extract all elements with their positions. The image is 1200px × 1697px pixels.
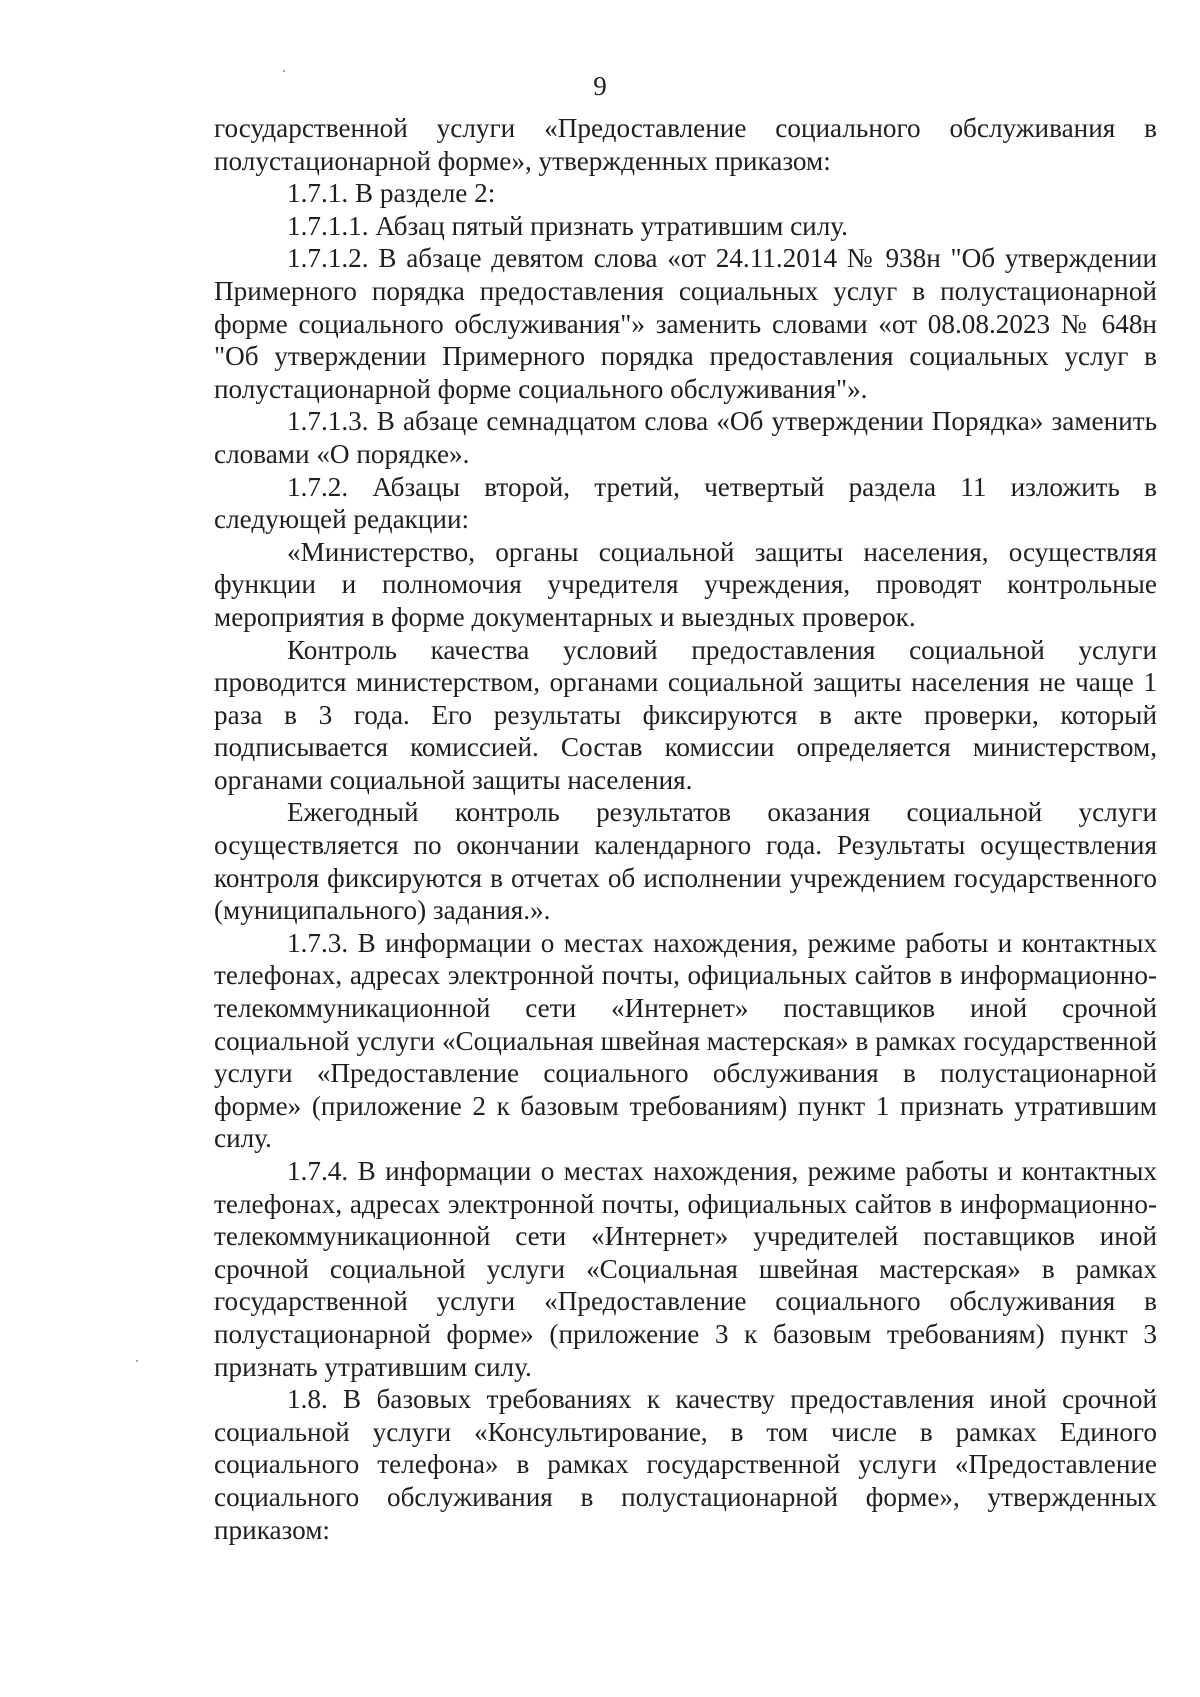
paragraph-1-8: 1.8. В базовых требованиях к качеству предоставления иной срочной социальной услуги «Консультирование, в том числе в рамках Единого социального телефона» в рамках государственной услуги «Предоставление социального обслуживания в полустационарной форме», утвержденных приказом: [214, 1384, 1157, 1545]
document-body [214, 112, 1157, 1546]
quoted-paragraph-ministry: «Министерство, органы социальной защиты населения, осуществляя функции и полномочия учредителя учреждения, проводят контрольные мероприятия в форме документарных и выездных проверок. [214, 536, 1157, 632]
paragraph-1-7-1-2: 1.7.1.2. В абзаце девятом слова «от 24.11.2014 № 938н "Об утверждении Примерного порядка предоставления социальных услуг в полустационарной форме социального обслуживания"» заменить словами «от 08.08.2023 № 648н "Об утверждении Примерного порядка предоставления социальных услуг в полустационарной форме социального обслуживания"». [214, 243, 1157, 404]
paragraph-1-7-2: 1.7.2. Абзацы второй, третий, четвертый раздела 11 изложить в следующей редакции: [214, 471, 1157, 535]
paragraph-1-7-3: 1.7.3. В информации о местах нахождения, режиме работы и контактных телефонах, адресах электронной почты, официальных сайтов в информационно-телекоммуникационной сети «Интернет» поставщиков иной срочной социальной услуги «Социальная швейная мастерская» в рамках государственной услуги «Предоставление социального обслуживания в полустационарной форме» (приложение 2 к базовым требованиям) пункт 1 признать утратившим силу. [214, 927, 1157, 1154]
paragraph-1-7-1-1: 1.7.1.1. Абзац пятый признать утратившим силу. [287, 210, 848, 241]
page-number: 9 [593, 71, 607, 101]
quoted-paragraph-annual-control: Ежегодный контроль результатов оказания социальной услуги осуществляется по окончании календарного года. Результаты осуществления контроля фиксируются в отчетах об исполнении учреждением государственного (муниципального) задания.». [214, 797, 1157, 926]
scan-speck [136, 1360, 138, 1362]
paragraph-1-7-1-3: 1.7.1.3. В абзаце семнадцатом слова «Об утверждении Порядка» заменить словами «О порядке». [214, 406, 1157, 469]
paragraph-1-7-1: 1.7.1. В разделе 2: [287, 178, 496, 209]
paragraph-continuation: государственной услуги «Предоставление социального обслуживания в полустационарной форме», утвержденных приказом: [214, 113, 1157, 176]
paragraph-1-7-4: 1.7.4. В информации о местах нахождения, режиме работы и контактных телефонах, адресах электронной почты, официальных сайтов в информационно-телекоммуникационной сети «Интернет» учредителей поставщиков иной срочной социальной услуги «Социальная швейная мастерская» в рамках государственной услуги «Предоставление социального обслуживания в полустационарной форме» (приложение 3 к базовым требованиям) пункт 3 признать утратившим силу. [214, 1156, 1157, 1382]
quoted-paragraph-quality-control: Контроль качества условий предоставления социальной услуги проводится министерством, органами социальной защиты населения не чаще 1 раза в 3 года. Его результаты фиксируются в акте проверки, который подписывается комиссией. Состав комиссии определяется министерством, органами социальной защиты населения. [214, 634, 1157, 795]
